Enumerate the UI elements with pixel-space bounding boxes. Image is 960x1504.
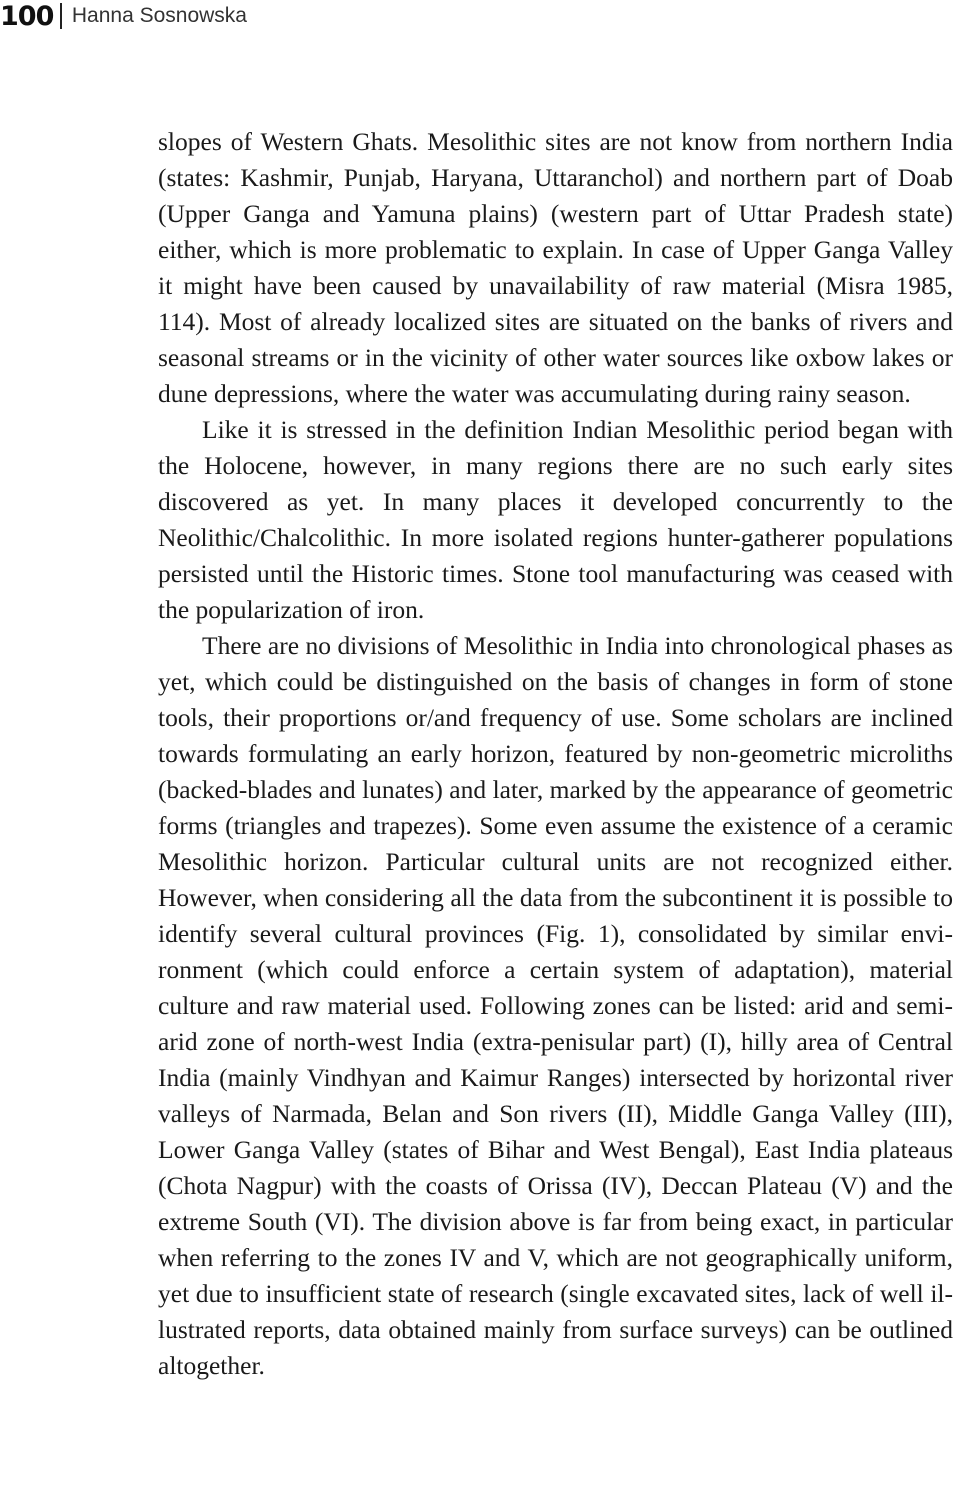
header-divider bbox=[60, 3, 62, 29]
running-header bbox=[0, 0, 247, 32]
running-header-author: Hanna Sosnowska bbox=[71, 4, 247, 27]
paragraph-3: There are no divisions of Mesolithic in India into chronological phases as yet, which could be distinguished on the basis of changes in form of stone tools, their proportions or/and frequency of use. Some scholars are inclined towards formulating an early horizon, featured by non-geometric microliths (backed-blades and lunates) and later, marked by the appearance of geometric forms (triangles and trapezes). Some even assume the existence of a ceramic Mesolithic horizon. Particular cultural units are not recognized either. However, when considering all the data from the subcontinent it is possible to identify several cultural provinces (Fig. 1), consolidated by similar environment (which could enforce a certain system of adaptation), material culture and raw material used. Following zones can be listed: arid and semi-arid zone of north-west India (extra-penisular part) (I), hilly area of Central India (mainly Vindhyan and Kaimur Ranges) intersected by horizontal river valleys of Narmada, Belan and Son rivers (II), Middle Ganga Valley (III), Lower Ganga Valley (states of Bihar and West Bengal), East India plateaus (Chota Nagpur) with the coasts of Orissa (IV), Deccan Plateau (V) and the extreme South (VI). The division above is far from being exact, in particular when referring to the zones IV and V, which are not geographically uniform, yet due to insufficient state of research (single excavated sites, lack of well illustrated reports, data obtained mainly from surface surveys) can be outlined altogether. bbox=[158, 631, 953, 1380]
paragraph-2: Like it is stressed in the definition Indian Mesolithic period began with the Holocene, however, in many regions there are no such early sites discovered as yet. In many places it developed concurrently to the Neolithic/Chalcolithic. In more isolated regions hunter-gatherer populations persisted until the Historic times. Stone tool manufacturing was ceased with the popularization of iron. bbox=[158, 415, 953, 624]
page-number: 100 bbox=[0, 0, 54, 32]
body-text bbox=[158, 124, 953, 1384]
paragraph-1: slopes of Western Ghats. Mesolithic sites are not know from northern India (states: Kashmir, Punjab, Haryana, Uttaranchol) and northern part of Doab (Upper Ganga and Yamuna plains) (western part of Uttar Pradesh state) either, which is more problematic to explain. In case of Upper Ganga Valley it might have been caused by unavailability of raw material (Misra 1985, 114). Most of already localized sites are situated on the banks of rivers and seasonal streams or in the vicinity of other water sources like oxbow lakes or dune depressions, where the water was accumulating during rainy season. bbox=[158, 127, 953, 408]
